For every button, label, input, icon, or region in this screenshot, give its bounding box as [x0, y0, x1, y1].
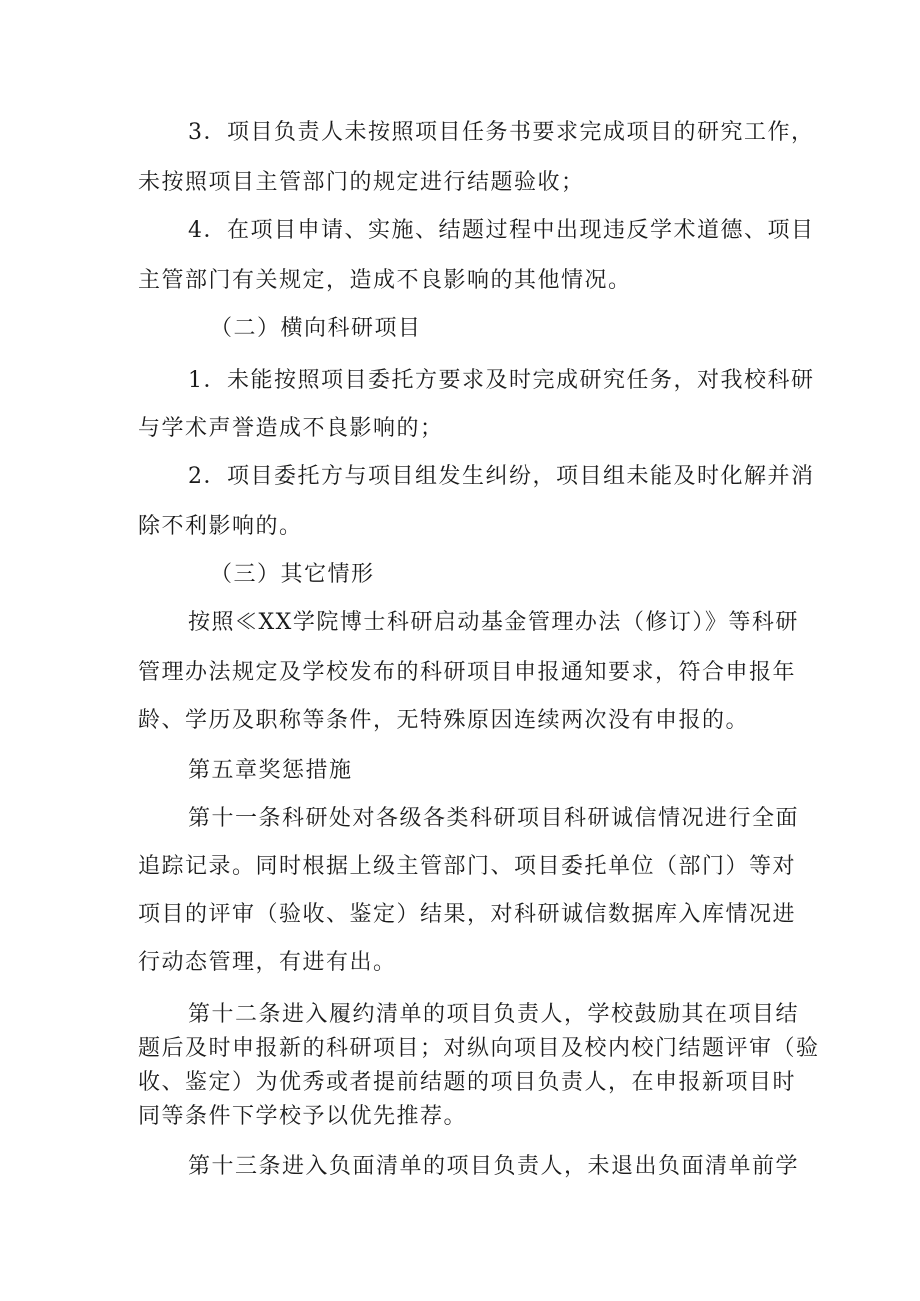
section-heading: （三）其它情形	[210, 562, 375, 587]
paragraph-line: 未按照项目主管部门的规定进行结题验收；	[138, 170, 585, 195]
paragraph-line: 追踪记录。同时根据上级主管部门、项目委托单位（部门）等对	[138, 854, 797, 879]
paragraph-line: 除不利影响的。	[138, 514, 303, 539]
paragraph-line: 项目的评审（验收、鉴定）结果，对科研诚信数据库入库情况进	[138, 902, 797, 927]
section-heading: （二）横向科研项目	[210, 316, 422, 341]
paragraph-line: 行动态管理，有进有出。	[138, 950, 397, 975]
paragraph-line: 与学术声誉造成不良影响的；	[138, 416, 444, 441]
paragraph-line: 2．项目委托方与项目组发生纠纷，项目组未能及时化解并消	[188, 464, 815, 489]
paragraph-line: 1．未能按照项目委托方要求及时完成研究任务，对我校科研	[188, 368, 815, 393]
paragraph-line: 按照≪XX学院博士科研启动基金管理办法（修订）》等科研	[188, 610, 799, 635]
paragraph-line: 管理办法规定及学校发布的科研项目申报通知要求，符合申报年	[138, 660, 797, 685]
paragraph-line: 3．项目负责人未按照项目任务书要求完成项目的研究工作，	[188, 120, 815, 145]
paragraph-line: 龄、学历及职称等条件，无特殊原因连续两次没有申报的。	[138, 708, 750, 733]
paragraph-line: 第十二条进入履约清单的项目负责人，学校鼓励其在项目结	[188, 1002, 800, 1027]
paragraph-line: 主管部门有关规定，造成不良影响的其他情况。	[138, 268, 632, 293]
paragraph-line: 4．在项目申请、实施、结题过程中出现违反学术道德、项目	[188, 218, 815, 243]
paragraph-line: 题后及时申报新的科研项目；对纵向项目及校内校门结题评审（验	[138, 1036, 820, 1061]
paragraph-line: 同等条件下学校予以优先推荐。	[138, 1104, 468, 1129]
chapter-heading: 第五章奖惩措施	[188, 758, 353, 783]
paragraph-line: 第十三条进入负面清单的项目负责人，未退出负面清单前学	[188, 1154, 800, 1179]
paragraph-line: 收、鉴定）为优秀或者提前结题的项目负责人，在申报新项目时	[138, 1070, 797, 1095]
paragraph-line: 第十一条科研处对各级各类科研项目科研诚信情况进行全面	[188, 806, 800, 831]
